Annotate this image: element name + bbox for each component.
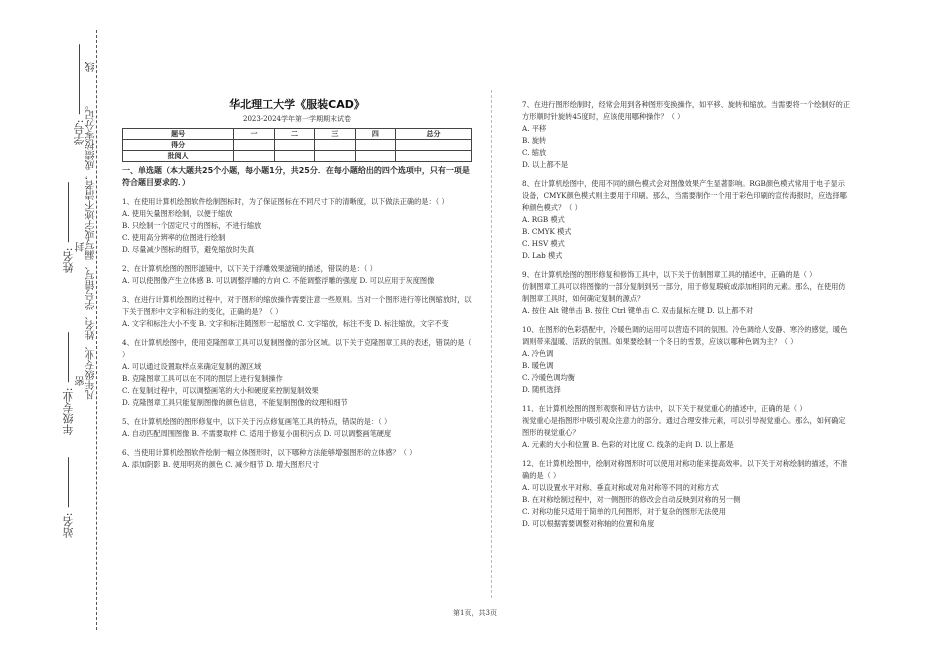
answer-option: A. 元素的大小和位置 B. 色彩的对比度 C. 线条的走向 D. 以上都是	[522, 440, 734, 449]
answer-option: B. 只绘制一个固定尺寸的图标，不进行缩放	[122, 221, 262, 230]
answer-option: C. 使用高分辨率的位图进行绘制	[122, 233, 226, 242]
score-cell-header: 二	[274, 129, 314, 140]
answer-option: A. 文字和标注大小不变 B. 文字和标注随图形一起缩放 C. 文字缩放，标注不变 D. 标注缩放，文字不变	[122, 319, 449, 328]
exam-site-underline	[69, 457, 70, 507]
answer-option: A. 可以设置水平对称、垂直对称或对角对称等不同的对称方式	[522, 483, 719, 492]
question-stem: 8、在计算机绘图中，使用不同的颜色模式会对图像效果产生显著影响。RGB颜色模式常用于电子显示设备，CMYK颜色模式则主要用于印刷。那么，当需要制作一个用于彩色印刷的宣传海报时，应选择哪种颜色模式？（ ）	[522, 179, 847, 212]
answer-option: B. 克隆图章工具可以在不同的图层上进行复制操作	[122, 374, 283, 383]
score-cell-header: 总分	[396, 129, 472, 140]
answer-option: B. CMYK 模式	[522, 227, 572, 236]
question-item	[522, 324, 852, 396]
answer-option: A. 平移	[522, 124, 547, 133]
seal-mark-mi-text: 密	[76, 376, 87, 386]
grader-row-label: 批阅人	[123, 151, 234, 162]
question-stem: 3、在进行计算机绘图的过程中，对于图形的缩放操作需要注意一些原则。当对一个图形进行等比例缩放时，以下关于图形中文字和标注的变化，正确的是？（ ）	[122, 295, 472, 316]
score-cell	[355, 140, 395, 151]
exam-site-field	[63, 455, 75, 538]
question-stem: 2、在计算机绘图的图形滤镜中，以下关于浮雕效果滤镜的描述，错误的是：（ ）	[122, 264, 377, 273]
answer-option: A. 使用矢量图形绘制，以便于缩放	[122, 209, 233, 218]
question-stem: 9、在计算机绘图的图形修复和修饰工具中，以下关于仿制图章工具的描述中，正确的是（ ）	[522, 270, 817, 279]
question-item	[122, 196, 472, 256]
question-item	[122, 294, 472, 330]
question-item	[522, 269, 852, 317]
score-cell	[315, 140, 355, 151]
question-item	[522, 458, 852, 530]
answer-option: C. 对称功能只适用于简单的几何图形，对于复杂的图形无法使用	[522, 507, 726, 516]
answer-option: D. 随机选择	[522, 385, 561, 394]
exam-subtitle: 2023-2024学年第一学期期末试卷	[243, 115, 351, 123]
question-stem: 6、当使用计算机绘图软件绘制一幅立体图形时，以下哪种方法能够增强图形的立体感？（ ）	[122, 448, 417, 457]
answer-option: D. 尽量减少图标的细节，避免缩放时失真	[122, 245, 255, 254]
question-item	[122, 263, 472, 287]
answer-option: C. 在复制过程中，可以调整画笔的大小和硬度来控制复制效果	[122, 386, 319, 395]
answer-option: A. 冷色调	[522, 349, 554, 358]
question-stem: 10、在图形的色彩搭配中，冷暖色调的运用可以营造不同的氛围。冷色调给人安静、寒冷的感觉，暖色调则带来温暖、活跃的氛围。如果要绘制一个冬日的雪景，应该以哪种色调为主？（ ）	[522, 325, 848, 346]
question-stem: 5、在计算机绘图的图形修复中，以下关于污点修复画笔工具的特点，错误的是：（ ）	[122, 417, 392, 426]
answer-option: 视觉重心是指图形中吸引观众注意力的部分。通过合理安排元素，可以引导视觉重心。那么，如何确定图形的视觉重心？	[522, 416, 846, 437]
score-table-header-row	[123, 129, 472, 140]
seal-mark-xian-text: 线	[86, 62, 97, 72]
answer-option: D. 以上都不是	[522, 160, 569, 169]
name-field	[63, 180, 75, 273]
answer-option: A. 添加阴影 B. 使用明亮的颜色 C. 减少细节 D. 增大图形尺寸	[122, 460, 320, 469]
answer-option: B. 在对称绘制过程中，对一侧图形的修改会自动反映到对称的另一侧	[522, 495, 741, 504]
column-divider	[491, 90, 492, 598]
score-cell-header: 一	[234, 129, 274, 140]
score-cell-header: 题号	[123, 129, 234, 140]
answer-option: D. 可以根据需要调整对称轴的位置和角度	[522, 519, 655, 528]
answer-option: A. 按住 Alt 键单击 B. 按住 Ctrl 键单击 C. 双击鼠标左键 D. 以上都不对	[522, 306, 753, 315]
grade-major-field	[63, 330, 75, 435]
name-label: 姓名:	[62, 247, 75, 274]
answer-option: D. 克隆图章工具只能复制图像的颜色信息，不能复制图像的纹理和细节	[122, 398, 348, 407]
score-cell	[315, 151, 355, 162]
score-cell	[355, 151, 395, 162]
right-question-list	[522, 99, 852, 530]
score-cell-header: 四	[355, 129, 395, 140]
question-item	[122, 416, 472, 440]
exam-title: 华北理工大学《服装CAD》	[229, 98, 365, 111]
question-stem: 11、在计算机绘图的图形观察和评估方法中，以下关于视觉重心的描述中，正确的是（ ）	[522, 404, 807, 413]
grade-major-label: 年级专业:	[62, 387, 75, 436]
student-id-label: 学号:	[73, 119, 86, 146]
question-stem: 7、在进行图形绘制时，经常会用到各种图形变换操作，如平移、旋转和缩放。当需要将一个绘制好的正方形顺时针旋转45度时，应该使用哪种操作？（ ）	[522, 100, 851, 121]
seal-mark-feng	[76, 242, 88, 252]
seal-mark-xian	[86, 62, 98, 72]
binding-margin	[0, 0, 110, 672]
score-cell	[234, 151, 274, 162]
answer-option: A. 可以通过设置取样点来确定复制的源区域	[122, 362, 262, 371]
score-table-grader-row	[123, 151, 472, 162]
score-table-score-row	[123, 140, 472, 151]
question-stem: 4、在计算机绘图中，使用克隆图章工具可以复制图像的部分区域。以下关于克隆图章工具的表述，错误的是（ ）	[122, 338, 472, 359]
question-item	[522, 99, 852, 171]
score-cell	[274, 140, 314, 151]
answer-option: C. 冷暖色调均衡	[522, 373, 575, 382]
seal-mark-mi	[76, 376, 88, 386]
score-cell	[274, 151, 314, 162]
score-cell	[396, 140, 472, 151]
question-item	[122, 337, 472, 409]
left-column	[122, 92, 472, 471]
score-cell	[234, 140, 274, 151]
score-cell	[396, 151, 472, 162]
score-table	[122, 128, 472, 162]
right-column	[522, 92, 852, 530]
answer-option: D. Lab 模式	[522, 251, 563, 260]
name-underline	[69, 182, 70, 242]
answer-option: C. HSV 模式	[522, 239, 565, 248]
question-stem: 12、在计算机绘图中，绘制对称图形时可以使用对称功能来提高效率。以下关于对称绘制的描述，不准确的是（ ）	[522, 459, 848, 480]
exam-site-label: 站名:	[62, 512, 75, 539]
seal-mark-feng-text: 封	[76, 242, 87, 252]
score-cell-header: 三	[315, 129, 355, 140]
question-item	[122, 447, 472, 471]
grade-major-underline	[69, 332, 70, 382]
question-stem: 1、在使用计算机绘图软件绘制图标时，为了保证图标在不同尺寸下的清晰度，以下做法正确的是：（ ）	[122, 197, 449, 206]
answer-option: C. 缩放	[522, 148, 547, 157]
answer-option: B. 旋转	[522, 136, 547, 145]
left-question-list	[122, 196, 472, 471]
question-item	[522, 403, 852, 451]
page-footer: 第1页，共3页	[453, 609, 497, 617]
answer-option: A. 自动匹配周围图像 B. 不需要取样 C. 适用于修复小面积污点 D. 可以调整画笔硬度	[122, 429, 392, 438]
binding-notice-text: 凡年级专业、姓名、学号错写、漏写或字迹不清者，成绩按零分记。	[86, 100, 97, 400]
answer-option: B. 暖色调	[522, 361, 554, 370]
score-row-label: 得分	[123, 140, 234, 151]
answer-option: A. RGB 模式	[522, 215, 565, 224]
answer-option: A. 可以使图像产生立体感 B. 可以调整浮雕的方向 C. 不能调整浮雕的强度 D. 可以应用于灰度图像	[122, 276, 435, 285]
section-heading: 一、单选题（本大题共25个小题，每小题1分，共25分．在每小题给出的四个选项中，只有一项是符合题目要求的．）	[122, 166, 470, 187]
question-item	[522, 178, 852, 262]
student-id-field	[74, 42, 86, 145]
student-id-underline	[80, 44, 81, 114]
answer-option: 仿制图章工具可以将图像的一部分复制到另一部分，用于修复瑕疵或添加相同的元素。那么，在使用仿制图章工具时，如何确定复制的源点？	[522, 282, 846, 303]
